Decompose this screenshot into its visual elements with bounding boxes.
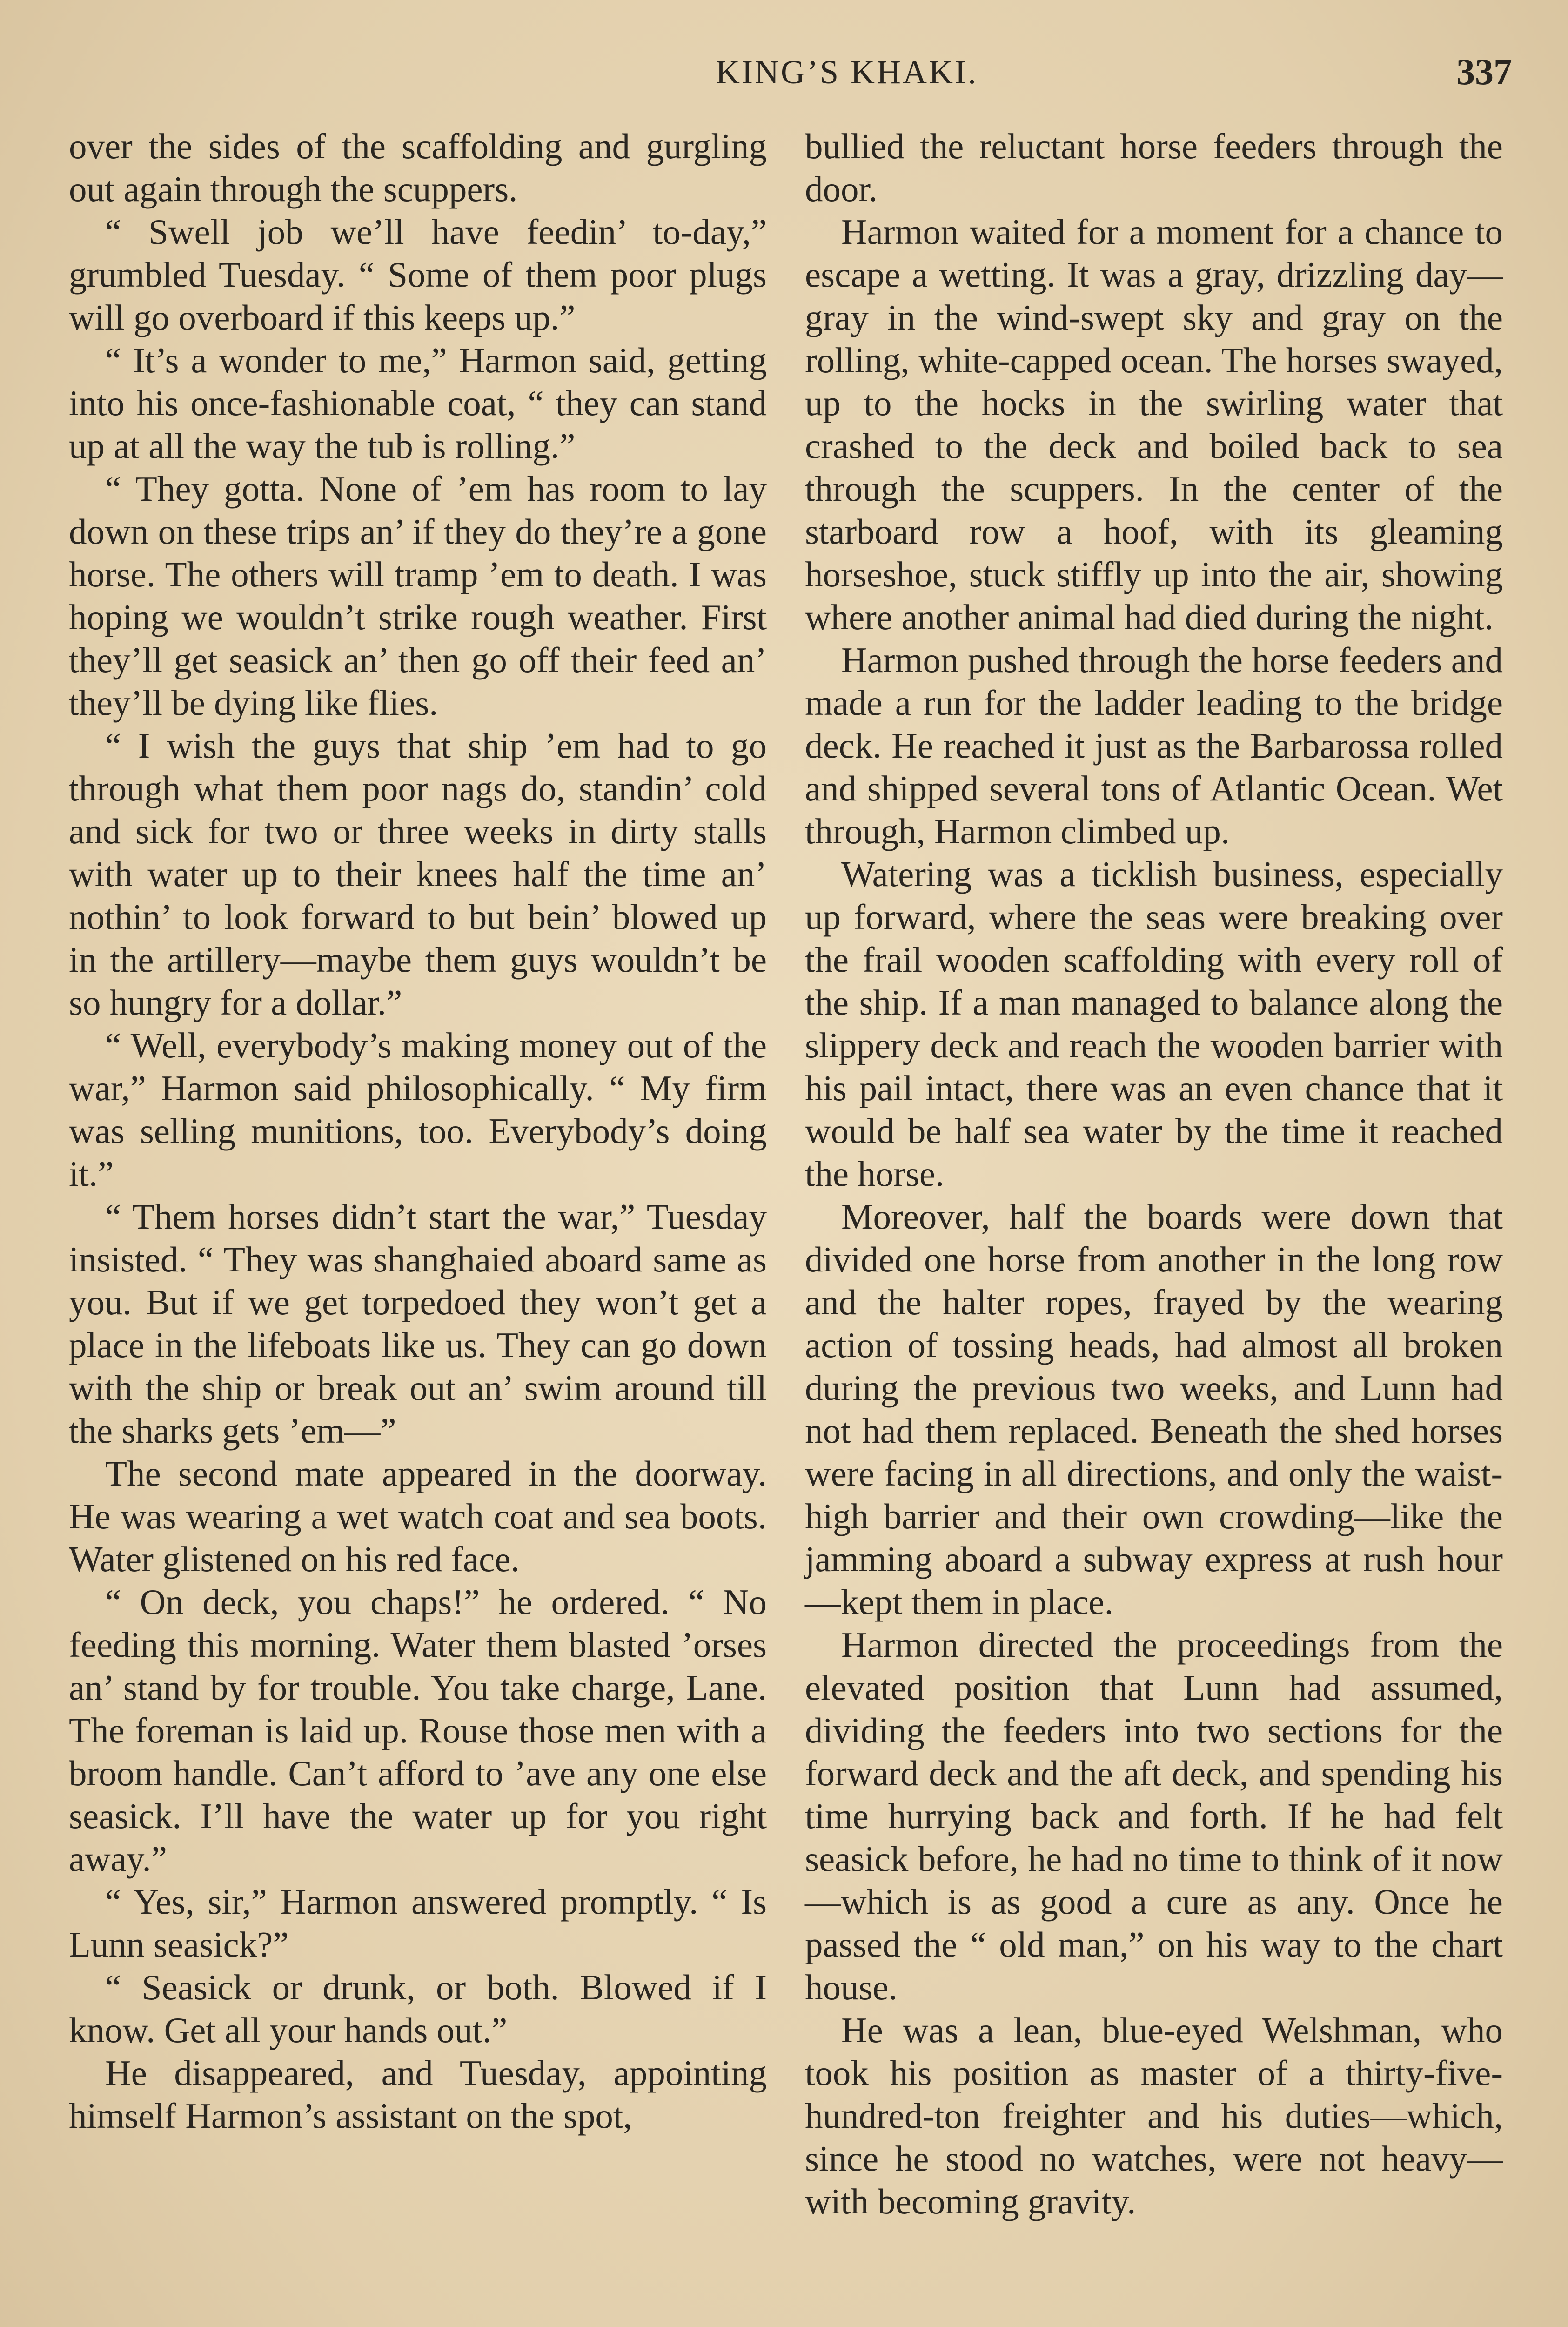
paragraph: He was a lean, blue-eyed Welshman, who took his position as master of a thirty-five-hundred-ton freighter and his duties—which, since he stood no watches, were not heavy—with becoming gravity. bbox=[805, 2010, 1503, 2221]
paragraph: over the sides of the scaffolding and gurgling out again through the scuppers. bbox=[69, 126, 767, 209]
paragraph: “ On deck, you chaps!” he ordered. “ No feeding this morning. Water them blasted ’orses an’ stand by for trouble. You take charge, Lane. The foreman is laid up. Rouse those men with a broom handle. Can’t afford to ’ave any one else seasick. I’ll have the water up for you right away.” bbox=[69, 1582, 767, 1879]
paragraph: “ Well, everybody’s making money out of the war,” Harmon said philosophically. “ My firm was selling munitions, too. Everybody’s doing it.” bbox=[69, 1025, 767, 1194]
paragraph: He disappeared, and Tuesday, appointing himself Harmon’s assistant on the spot, bbox=[69, 2053, 767, 2136]
paragraph: “ Them horses didn’t start the war,” Tuesday insisted. “ They was shanghaied aboard same as you. But if we get torpedoed they won’t get a place in the lifeboats like us. They can go down with the ship or break out an’ swim around till the sharks gets ’em—” bbox=[69, 1197, 767, 1451]
right-column bbox=[805, 125, 1503, 2223]
paragraph: Moreover, half the boards were down that divided one horse from another in the long row and the halter ropes, frayed by the wearing action of tossing heads, had almost all broken during the previous two weeks, and Lunn had not had them replaced. Beneath the shed horses were facing in all directions, and only the waist-high barrier and their own crowding—like the jamming aboard a subway express at rush hour—kept them in place. bbox=[805, 1197, 1503, 1622]
paragraph: “ It’s a wonder to me,” Harmon said, getting into his once-fashionable coat, “ they can stand up at all the way the tub is rolling.” bbox=[69, 340, 767, 466]
paragraph: “ Seasick or drunk, or both. Blowed if I know. Get all your hands out.” bbox=[69, 1967, 767, 2050]
paragraph: “ Swell job we’ll have feedin’ to-day,” grumbled Tuesday. “ Some of them poor plugs will go overboard if this keeps up.” bbox=[69, 212, 767, 337]
running-head: KING’S KHAKI. bbox=[716, 54, 978, 91]
paragraph: Harmon pushed through the horse feeders and made a run for the ladder leading to the bridge deck. He reached it just as the Barbarossa rolled and shipped several tons of Atlantic Ocean. Wet through, Harmon climbed up. bbox=[805, 640, 1503, 851]
paragraph: Watering was a ticklish business, especially up forward, where the seas were breaking over the frail wooden scaffolding with every roll of the ship. If a man managed to balance along the slippery deck and reach the wooden barrier with his pail intact, there was an even chance that it would be half sea water by the time it reached the horse. bbox=[805, 854, 1503, 1194]
paragraph: “ Yes, sir,” Harmon answered promptly. “ Is Lunn seasick?” bbox=[69, 1882, 767, 1964]
page-header bbox=[70, 47, 1512, 98]
paragraph: Harmon waited for a moment for a chance to escape a wetting. It was a gray, drizzling day—gray in the wind-swept sky and gray on the rolling, white-capped ocean. The horses swayed, up to the hocks in the swirling water that crashed to the deck and boiled back to sea through the scuppers. In the center of the starboard row a hoof, with its gleaming horseshoe, stuck stiffly up into the air, showing where another animal had died during the night. bbox=[805, 212, 1503, 637]
left-column bbox=[69, 125, 767, 2137]
page-number: 337 bbox=[1456, 52, 1512, 93]
paragraph: bullied the reluctant horse feeders through the door. bbox=[805, 126, 1503, 209]
paragraph: “ They gotta. None of ’em has room to lay down on these trips an’ if they do they’re a gone horse. The others will tramp ’em to death. I was hoping we wouldn’t strike rough weather. First they’ll get seasick an’ then go off their feed an’ they’ll be dying like flies. bbox=[69, 469, 767, 723]
paragraph: “ I wish the guys that ship ’em had to go through what them poor nags do, standin’ cold and sick for two or three weeks in dirty stalls with water up to their knees half the time an’ nothin’ to look forward to but bein’ blowed up in the artillery—maybe them guys wouldn’t be so hungry for a dollar.” bbox=[69, 726, 767, 1022]
paragraph: The second mate appeared in the doorway. He was wearing a wet watch coat and sea boots. Water glistened on his red face. bbox=[69, 1453, 767, 1579]
paragraph: Harmon directed the proceedings from the elevated position that Lunn had assumed, dividing the feeders into two sections for the forward deck and the aft deck, and spending his time hurrying back and forth. If he had felt seasick before, he had no time to think of it now—which is as good a cure as any. Once he passed the “ old man,” on his way to the chart house. bbox=[805, 1625, 1503, 2007]
